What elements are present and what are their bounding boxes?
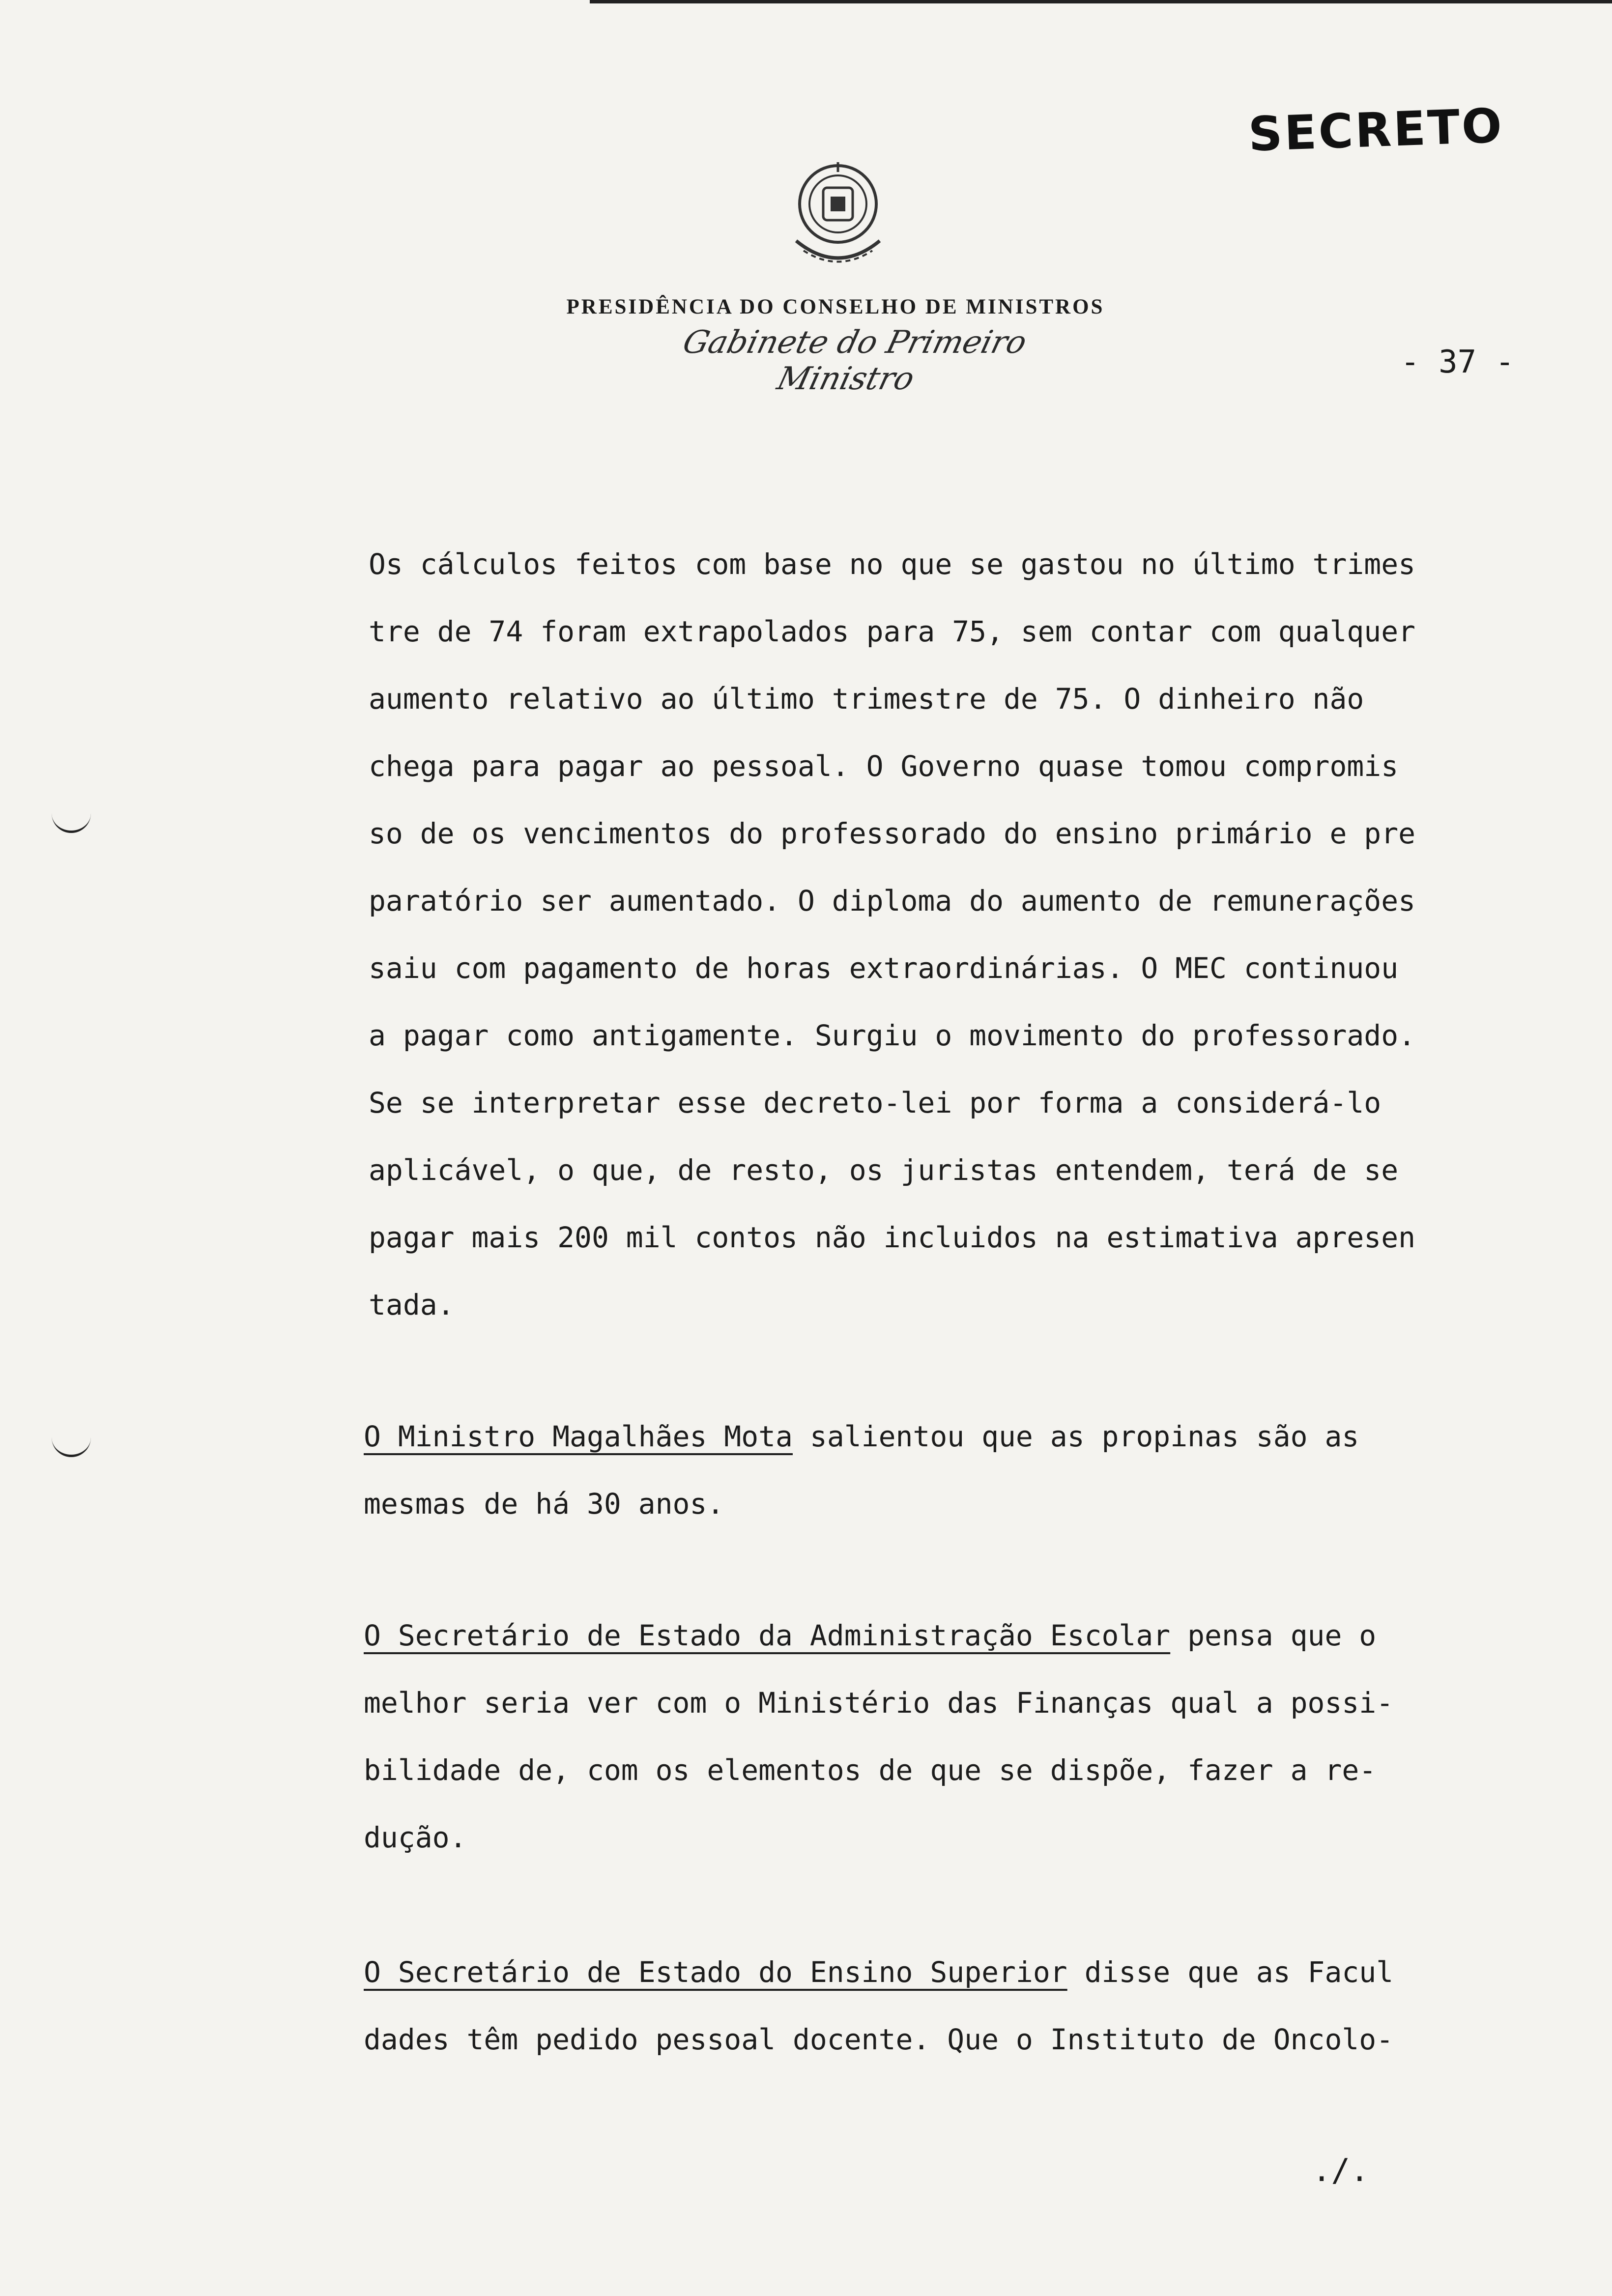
text-line: dades têm pedido pessoal docente. Que o Instituto de Oncolo-	[364, 2023, 1394, 2056]
text-line: chega para pagar ao pessoal. O Governo quase tomou compromis	[369, 749, 1399, 783]
speaker-name: O Secretário de Estado da Administração Escolar	[364, 1619, 1171, 1652]
line-text: salientou que as propinas são as	[792, 1420, 1359, 1453]
text-line: mesmas de há 30 anos.	[364, 1487, 724, 1521]
speaker-name: O Ministro Magalhães Mota	[364, 1420, 793, 1453]
text-line: tre de 74 foram extrapolados para 75, sem contar com qualquer	[369, 615, 1416, 648]
text-line	[364, 1939, 1484, 2006]
page-number: - 37 -	[1401, 344, 1515, 380]
text-line	[364, 1602, 1484, 1669]
coat-of-arms-emblem	[781, 157, 894, 280]
text-line: Se se interpretar esse decreto-lei por forma a considerá-lo	[369, 1086, 1382, 1119]
text-line: aumento relativo ao último trimestre de 75. O dinheiro não	[369, 682, 1364, 716]
text-line: paratório ser aumentado. O diploma do aumento de remunerações	[369, 884, 1416, 918]
header-title: PRESIDÊNCIA DO CONSELHO DE MINISTROS	[566, 295, 1105, 318]
line-text: disse que as Facul	[1067, 1955, 1394, 1989]
text-line: saiu com pagamento de horas extraordinárias. O MEC continuou	[369, 951, 1399, 985]
speaker-name: O Secretário de Estado do Ensino Superior	[364, 1955, 1067, 1989]
text-line: pagar mais 200 mil contos não incluidos na estimativa apresen	[369, 1221, 1416, 1254]
margin-mark	[52, 1435, 91, 1457]
text-line: dução.	[364, 1821, 467, 1854]
header-subtitle: Gabinete do Primeiro Ministro	[679, 324, 1031, 397]
text-line: bilidade de, com os elementos de que se dispõe, fazer a re-	[364, 1753, 1377, 1787]
text-line: melhor seria ver com o Ministério das Finanças qual a possi-	[364, 1686, 1394, 1720]
margin-mark	[52, 811, 91, 833]
text-line	[364, 1403, 1484, 1470]
paragraph-4	[364, 1939, 1484, 2073]
text-line: Os cálculos feitos com base no que se gastou no último trimes	[369, 547, 1416, 581]
text-line: so de os vencimentos do professorado do ensino primário e pre	[369, 817, 1416, 850]
paragraph-3	[364, 1602, 1484, 1871]
top-rule	[590, 0, 1612, 3]
continuation-mark: ./.	[1312, 2152, 1369, 2189]
classification-stamp: SECRETO	[1247, 98, 1505, 162]
text-line: a pagar como antigamente. Surgiu o movimento do professorado.	[369, 1019, 1416, 1052]
text-line: tada.	[369, 1288, 455, 1321]
paragraph-2	[364, 1403, 1484, 1538]
text-line: aplicável, o que, de resto, os juristas entendem, terá de se	[369, 1153, 1399, 1187]
paragraph-1	[369, 531, 1489, 1339]
line-text: pensa que o	[1170, 1619, 1377, 1652]
